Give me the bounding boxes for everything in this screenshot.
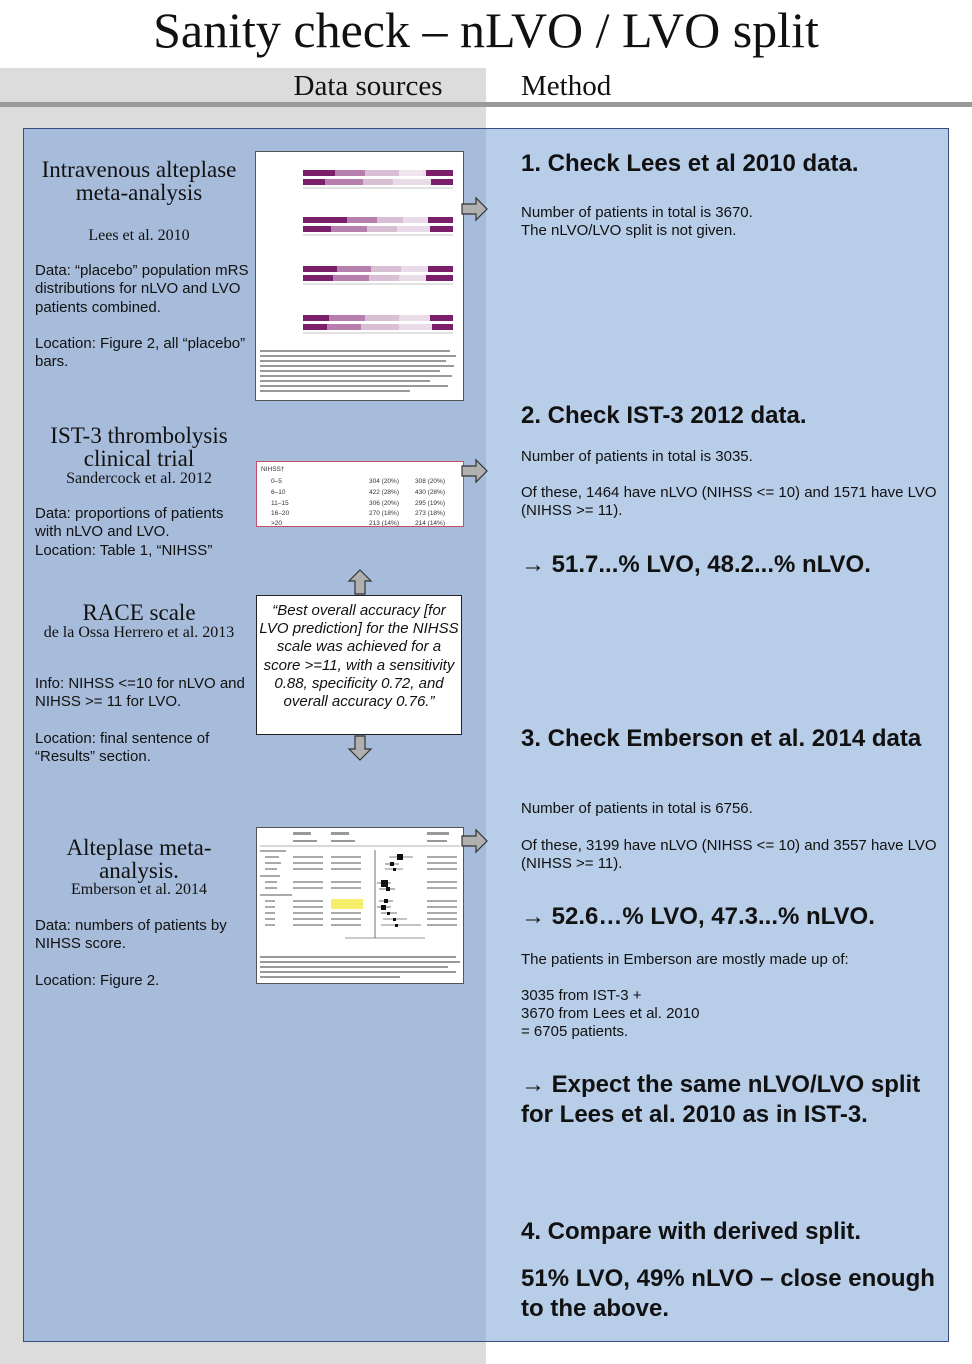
method-header: Method — [521, 70, 612, 102]
step2-breakdown: Of these, 1464 have nLVO (NIHSS <= 10) and 1571 have LVO (NIHSS >= 11). — [521, 484, 937, 520]
ist3-row-1-b: 308 (20%) — [415, 478, 445, 485]
step3-breakdown: Of these, 3199 have nLVO (NIHSS <= 10) and 3557 have LVO (NIHSS >= 11). — [521, 837, 937, 873]
step1-note: The nLVO/LVO split is not given. — [521, 222, 737, 239]
ist3-row-5-b: 214 (14%) — [415, 520, 445, 526]
source-lees-title: Intravenous alteplase meta-analysis — [41, 157, 237, 205]
ist3-row-3-a: 306 (20%) — [369, 500, 399, 507]
step3-result: → 52.6…% LVO, 47.3...% nLVO. — [521, 903, 875, 930]
source-lees-data: Data: “placebo” population mRS distributions for nLVO and LVO patients combined. — [35, 262, 249, 316]
arrow-race-up-to-ist3 — [348, 570, 372, 594]
step1-total: Number of patients in total is 3670. — [521, 204, 753, 221]
ist3-row-4-a: 270 (18%) — [369, 510, 399, 517]
ist3-table-thumbnail — [256, 461, 464, 527]
source-ist3-data: Data: proportions of patients with nLVO and LVO. — [35, 505, 224, 541]
ist3-row-5-label: >20 — [271, 520, 283, 526]
step3-composition-intro: The patients in Emberson are mostly made up of: — [521, 951, 849, 968]
step2-heading: 2. Check IST-3 2012 data. — [521, 402, 807, 429]
step4-heading: 4. Compare with derived split. — [521, 1218, 862, 1245]
ist3-row-4-label: 16–20 — [271, 510, 290, 517]
lees-figure-thumbnail — [255, 151, 464, 401]
race-quote-box: “Best overall accuracy [for LVO prediction] for the NIHSS scale was achieved for a score >=11, with a sensitivity 0.88, specificity 0.72, and overall accuracy 0.76.” — [256, 595, 462, 735]
step2-result: → 51.7...% LVO, 48.2...% nLVO. — [521, 551, 871, 578]
source-ist3-citation: Sandercock et al. 2012 — [66, 470, 212, 487]
data-sources-header: Data sources — [293, 70, 443, 102]
ist3-row-2-a: 422 (28%) — [369, 489, 399, 496]
ist3-row-2-label: 6–10 — [271, 489, 286, 496]
step2-total: Number of patients in total is 3035. — [521, 448, 753, 465]
source-ist3-title: IST-3 thrombolysis clinical trial — [50, 423, 228, 471]
step4-result: 51% LVO, 49% nLVO – close enough to the above. — [521, 1265, 935, 1322]
arrow-emberson-to-step3 — [462, 830, 488, 852]
ist3-table-header: NIHSS† — [261, 466, 285, 473]
source-lees-citation: Lees et al. 2010 — [88, 227, 190, 244]
source-emberson-data: Data: numbers of patients by NIHSS score. — [35, 917, 227, 953]
step3-heading: 3. Check Emberson et al. 2014 data — [521, 725, 922, 752]
lees-figure-graphic — [256, 152, 463, 400]
step3-sum-line3: = 6705 patients. — [521, 1023, 629, 1040]
ist3-row-3-b: 295 (19%) — [415, 500, 445, 507]
ist3-row-3-label: 11–15 — [271, 500, 289, 507]
source-race-info: Info: NIHSS <=10 for nLVO and NIHSS >= 11 for LVO. — [35, 675, 245, 711]
source-emberson-title: Alteplase meta-analysis. — [66, 835, 212, 883]
header-divider — [0, 102, 972, 107]
ist3-row-5-a: 213 (14%) — [369, 520, 399, 526]
step3-expectation: → Expect the same nLVO/LVO split for Lees et al. 2010 as in IST-3. — [521, 1071, 921, 1128]
ist3-row-4-b: 273 (18%) — [415, 510, 445, 517]
ist3-table-graphic — [257, 462, 463, 526]
emberson-figure-thumbnail — [256, 827, 464, 984]
ist3-row-1-label: 0–5 — [271, 478, 282, 485]
source-emberson-location: Location: Figure 2. — [35, 972, 160, 989]
source-emberson-citation: Emberson et al. 2014 — [71, 881, 207, 898]
ist3-row-2-b: 430 (28%) — [415, 489, 445, 496]
step1-heading: 1. Check Lees et al 2010 data. — [521, 150, 859, 177]
step3-sum-line2: 3670 from Lees et al. 2010 — [521, 1005, 700, 1022]
arrow-race-down-to-emberson — [348, 736, 372, 760]
source-lees-location: Location: Figure 2, all “placebo” bars. — [35, 335, 246, 371]
source-race-citation: de la Ossa Herrero et al. 2013 — [43, 624, 235, 641]
arrow-lees-to-step1 — [462, 198, 488, 220]
page-title: Sanity check – nLVO / LVO split — [153, 2, 819, 58]
emberson-figure-graphic — [257, 828, 463, 983]
source-ist3-location: Location: Table 1, “NIHSS” — [35, 542, 213, 559]
source-race-location: Location: final sentence of “Results” section. — [35, 730, 210, 766]
arrow-ist3-to-step2 — [462, 460, 488, 482]
step3-sum-line1: 3035 from IST-3 + — [521, 987, 642, 1004]
step3-total: Number of patients in total is 6756. — [521, 800, 753, 817]
ist3-row-1-a: 304 (20%) — [369, 478, 399, 485]
source-race-title: RACE scale — [82, 600, 196, 625]
